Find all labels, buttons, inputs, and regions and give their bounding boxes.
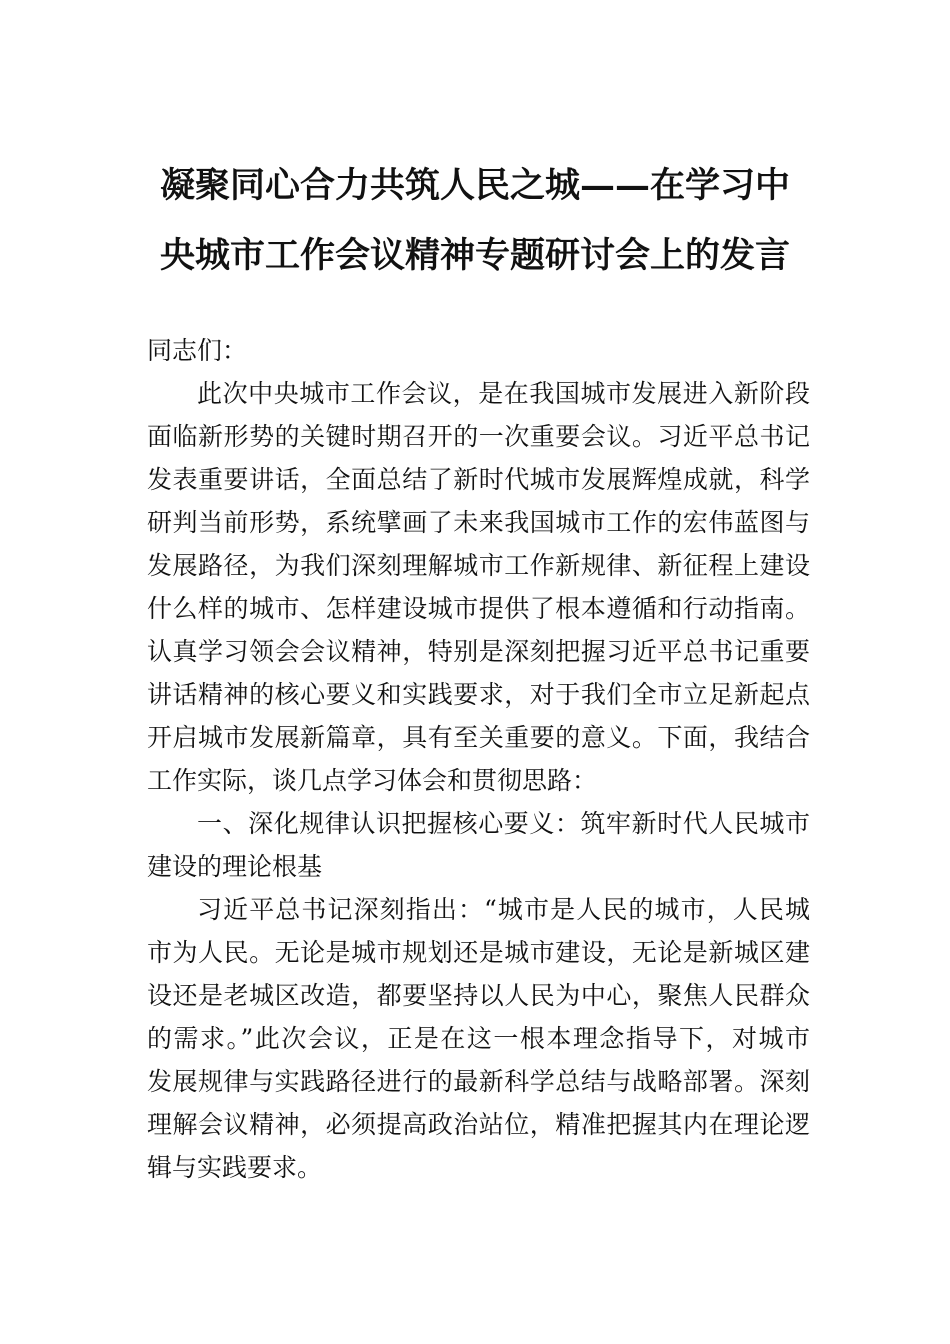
salutation: 同志们： <box>147 336 248 365</box>
paragraph-line: 什么样的城市、怎样建设城市提供了根本遵循和行动指南。 <box>147 594 810 623</box>
paragraph-line: 发表重要讲话，全面总结了新时代城市发展辉煌成就，科学 <box>147 465 810 494</box>
paragraph-line: 此次中央城市工作会议，是在我国城市发展进入新阶段 <box>197 379 810 408</box>
paragraph-line: 面临新形势的关键时期召开的一次重要会议。习近平总书记 <box>147 422 810 451</box>
paragraph-line: 工作实际，谈几点学习体会和贯彻思路： <box>147 766 598 795</box>
paragraph-line: 发展规律与实践路径进行的最新科学总结与战略部署。深刻 <box>147 1067 810 1096</box>
paragraph-line: 设还是老城区改造，都要坚持以人民为中心，聚焦人民群众 <box>147 981 810 1010</box>
paragraph-line: 辑与实践要求。 <box>147 1153 323 1182</box>
paragraph-line: 市为人民。无论是城市规划还是城市建设，无论是新城区建 <box>147 938 810 967</box>
title-line-2: 央城市工作会议精神专题研讨会上的发言 <box>159 235 790 276</box>
paragraph-line: 理解会议精神，必须提高政治站位，精准把握其内在理论逻 <box>147 1110 810 1139</box>
paragraph-line: 的需求。”此次会议，正是在这一根本理念指导下，对城市 <box>147 1024 810 1053</box>
paragraph-line: 认真学习领会会议精神，特别是深刻把握习近平总书记重要 <box>147 637 810 666</box>
section-heading-line: 一、深化规律认识把握核心要义：筑牢新时代人民城市 <box>197 809 810 838</box>
paragraph-line: 研判当前形势，系统擘画了未来我国城市工作的宏伟蓝图与 <box>147 508 810 537</box>
paragraph-line: 讲话精神的核心要义和实践要求，对于我们全市立足新起点 <box>147 680 810 709</box>
paragraph-line: 开启城市发展新篇章，具有至关重要的意义。下面，我结合 <box>147 723 810 752</box>
paragraph-line: 习近平总书记深刻指出：“城市是人民的城市，人民城 <box>197 895 810 924</box>
paragraph-line: 发展路径，为我们深刻理解城市工作新规律、新征程上建设 <box>147 551 810 580</box>
section-heading-line: 建设的理论根基 <box>147 852 323 881</box>
title-line-1: 凝聚同心合力共筑人民之城——在学习中 <box>159 165 790 206</box>
